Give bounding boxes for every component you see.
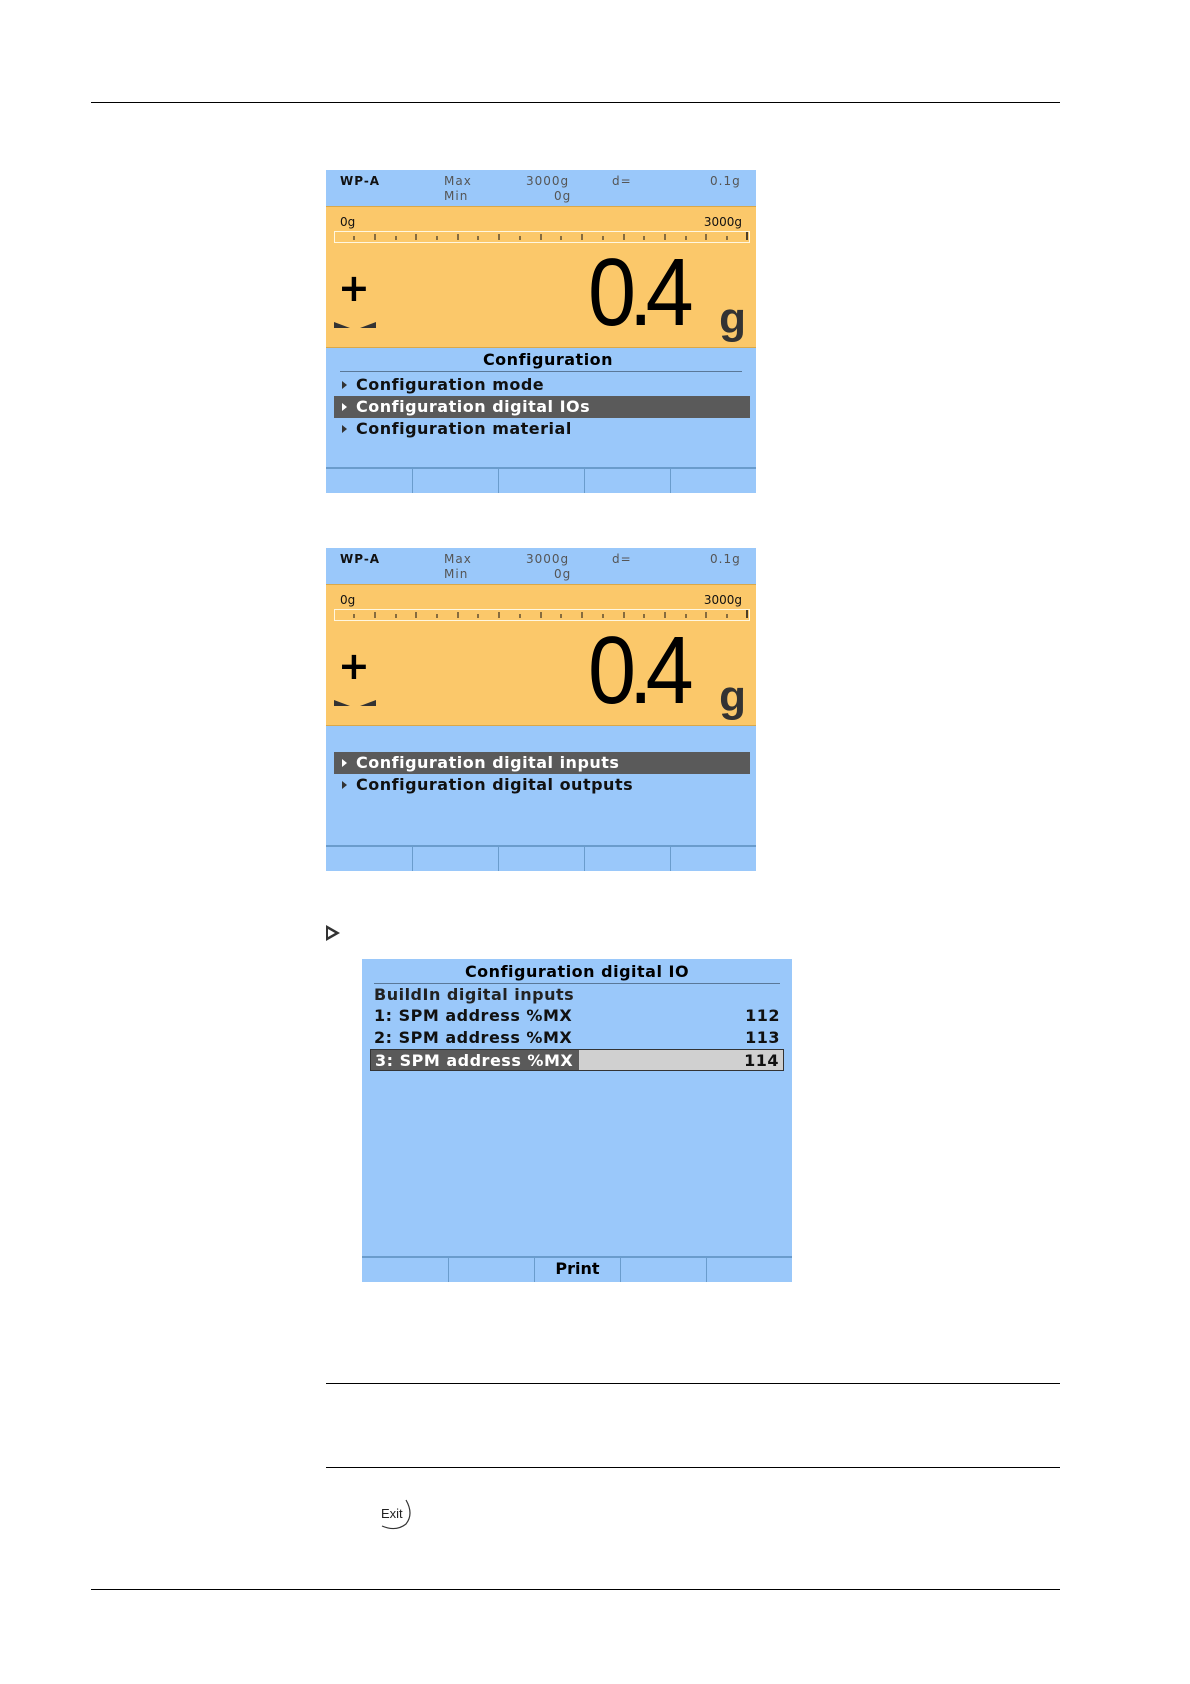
- menu-item-configuration-mode[interactable]: [334, 374, 750, 396]
- menu-title: Configuration: [482, 350, 614, 369]
- softkey-5[interactable]: [670, 845, 756, 871]
- menu-item-configuration-material[interactable]: [334, 418, 750, 440]
- weight-value: 0.4: [587, 239, 686, 346]
- sign-indicator: +: [338, 266, 370, 310]
- min-label: Min: [444, 189, 469, 203]
- exit-key-label: Exit: [381, 1506, 403, 1521]
- softkey-2[interactable]: [412, 467, 498, 493]
- softkey-2[interactable]: [448, 1256, 534, 1282]
- row-value: 113: [745, 1028, 780, 1047]
- menu-area: [326, 348, 756, 468]
- top-rule: [91, 102, 1060, 103]
- section-rule-2: [326, 1467, 1060, 1468]
- row-key: 2: SPM address %MX: [374, 1028, 573, 1047]
- scale-screen-1: [326, 170, 756, 493]
- row-value: 114: [744, 1051, 779, 1070]
- bargraph-min-label: 0g: [340, 215, 356, 229]
- chevron-right-icon: [342, 759, 347, 767]
- softkey-bar: [326, 845, 756, 871]
- step-result-icon-inner: [328, 929, 335, 937]
- stability-icon: [334, 319, 376, 329]
- input-row-2[interactable]: [370, 1027, 784, 1049]
- max-value: 3000g: [526, 174, 570, 188]
- input-row-3[interactable]: [370, 1049, 784, 1071]
- scale-header: [326, 548, 756, 583]
- menu-area: [326, 726, 756, 846]
- d-value: 0.1g: [710, 552, 741, 566]
- weight-unit: g: [719, 672, 746, 721]
- chevron-right-icon: [342, 781, 347, 789]
- section-subtitle: BuildIn digital inputs: [374, 985, 575, 1004]
- menu-item-label: Configuration digital outputs: [356, 775, 634, 794]
- model-label: WP-A: [340, 174, 381, 188]
- max-value: 3000g: [526, 552, 570, 566]
- screen-title: Configuration digital IO: [464, 962, 690, 981]
- section-rule-1: [326, 1383, 1060, 1384]
- weighing-area: [326, 206, 756, 348]
- menu-item-configuration-digital-ios[interactable]: [334, 396, 750, 418]
- title-divider: [374, 983, 780, 984]
- min-label: Min: [444, 567, 469, 581]
- softkey-bar: [326, 467, 756, 493]
- softkey-2[interactable]: [412, 845, 498, 871]
- weight-unit: g: [719, 294, 746, 343]
- chevron-right-icon: [342, 403, 347, 411]
- exit-key[interactable]: [378, 1498, 414, 1530]
- softkey-bar: [362, 1256, 792, 1282]
- softkey-1[interactable]: [326, 467, 412, 493]
- softkey-4[interactable]: [620, 1256, 706, 1282]
- menu-item-label: Configuration mode: [356, 375, 545, 394]
- menu-item-configuration-digital-outputs[interactable]: [334, 774, 750, 796]
- input-row-1[interactable]: [370, 1005, 784, 1027]
- softkey-5[interactable]: [670, 467, 756, 493]
- scale-header: [326, 170, 756, 205]
- bargraph-max-label: 3000g: [703, 215, 742, 229]
- menu-item-label: Configuration material: [356, 419, 572, 438]
- softkey-5[interactable]: [706, 1256, 792, 1282]
- min-value: 0g: [554, 189, 572, 203]
- softkey-3[interactable]: [498, 467, 584, 493]
- bargraph-min-label: 0g: [340, 593, 356, 607]
- softkey-4[interactable]: [584, 845, 670, 871]
- menu-item-label: Configuration digital IOs: [356, 397, 591, 416]
- scale-screen-2: [326, 548, 756, 871]
- softkey-1[interactable]: [326, 845, 412, 871]
- d-value: 0.1g: [710, 174, 741, 188]
- menu-item-configuration-digital-inputs[interactable]: [334, 752, 750, 774]
- bargraph: [334, 609, 750, 621]
- model-label: WP-A: [340, 552, 381, 566]
- bargraph-max-label: 3000g: [703, 593, 742, 607]
- menu-item-label: Configuration digital inputs: [356, 753, 620, 772]
- row-key: 3: SPM address %MX: [375, 1051, 574, 1070]
- row-key: 1: SPM address %MX: [374, 1006, 573, 1025]
- weight-value: 0.4: [587, 617, 686, 724]
- stability-icon: [334, 697, 376, 707]
- chevron-right-icon: [342, 381, 347, 389]
- d-label: d=: [612, 552, 632, 566]
- softkey-4[interactable]: [584, 467, 670, 493]
- bottom-rule: [91, 1589, 1060, 1590]
- menu-divider: [340, 371, 742, 372]
- sign-indicator: +: [338, 644, 370, 688]
- max-label: Max: [444, 552, 472, 566]
- softkey-1[interactable]: [362, 1256, 448, 1282]
- row-value: 112: [745, 1006, 780, 1025]
- min-value: 0g: [554, 567, 572, 581]
- softkey-3[interactable]: [498, 845, 584, 871]
- chevron-right-icon: [342, 425, 347, 433]
- print-softkey[interactable]: Print: [534, 1256, 620, 1282]
- config-digital-io-screen: [362, 959, 792, 1282]
- bargraph: [334, 231, 750, 243]
- d-label: d=: [612, 174, 632, 188]
- max-label: Max: [444, 174, 472, 188]
- weighing-area: [326, 584, 756, 726]
